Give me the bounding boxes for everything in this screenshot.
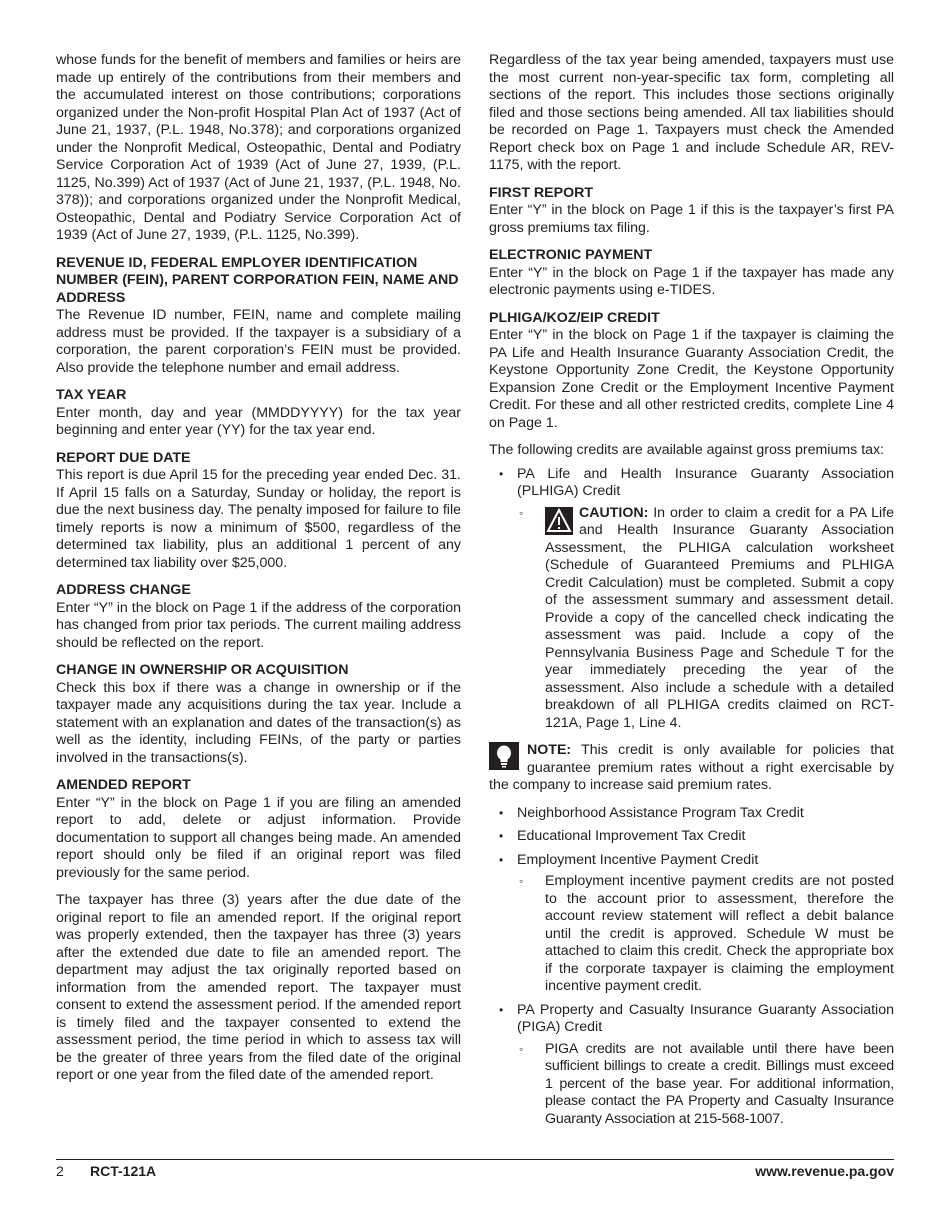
first-report-heading: FIRST REPORT (489, 184, 594, 201)
credit-plhiga: PA Life and Health Insurance Guaranty Association (PLHIGA) Credit (517, 465, 894, 499)
bullet-icon: • (499, 1002, 504, 1017)
footer-divider (56, 1159, 894, 1160)
bullet-icon: • (499, 852, 504, 867)
ownership-text: Check this box if there was a change in ownership or if the taxpayer made any acquisitions during the tax year. Include a statement with an explanation and dates of the transaction(s) as well as the identity, including FEINs, of the party or parties involved in the transactions(s). (56, 679, 461, 766)
revenue-id-heading: REVENUE ID, FEDERAL EMPLOYER IDENTIFICATION NUMBER (FEIN), PARENT CORPORATION FEIN, NAME AND ADDRESS (56, 254, 459, 306)
address-change-heading: ADDRESS CHANGE (56, 582, 191, 598)
left-column (56, 52, 461, 1085)
list-item (517, 505, 894, 733)
credit-piga: PA Property and Casualty Insurance Guaranty Association (PIGA) Credit (517, 1001, 894, 1035)
first-report-text: Enter “Y” in the block on Page 1 if this is the taxpayer’s first PA gross premiums tax filing. (489, 202, 894, 236)
bullet-icon: • (499, 829, 504, 843)
amended-report-heading: AMENDED REPORT (56, 777, 191, 793)
list-item (489, 805, 894, 823)
tax-year-heading: TAX YEAR (56, 387, 127, 403)
sub-bullet-icon: ◦ (519, 874, 524, 888)
list-item (489, 852, 894, 996)
amended-report-text-2: The taxpayer has three (3) years after the due date of the original report to file an amended report. If the original report was properly extended, then the taxpayer has three (3) years after the extended due date to file an amended report. The department may adjust the tax originally reported based on information from the amended report. The taxpayer must consent to extend the assessment period. If the amended report is timely filed and the taxpayer consented to extend the assessment period, the time period in which to assess tax will be the greater of three years from the filed date of the original report or one year from the filed date of the amended report. (56, 892, 461, 1083)
caution-block (545, 505, 894, 733)
list-item (517, 873, 894, 996)
plhiga-heading: PLHIGA/KOZ/EIP CREDIT (489, 309, 660, 326)
caution-label: CAUTION: (579, 504, 649, 521)
credits-list (489, 466, 894, 733)
caution-text: In order to claim a credit for a PA Life and Health Insurance Guaranty Association Assessment, the PLHIGA calculation worksheet (Schedule of Guaranteed Premiums and PLHIGA Credit Calculation) must be completed. Submit a copy of the assessment summary and assessment detail. Provide a copy of the cancelled check indicating the assessment was paid. Include a copy of the Pennsylvania Business Page and Schedule T for the year immediately preceding the year of the assessment. Also include a schedule with a detailed breakdown of all PLHIGA credits claimed on RCT-121A, Page 1, Line 4. (545, 504, 894, 731)
list-item (489, 466, 894, 733)
note-block (489, 742, 894, 795)
amended-report-text-1: Enter “Y” in the block on Page 1 if you are filing an amended report to add, delete or adjust information. Provide documentation to support all changes being made. An amended report should only be filed if an original report was filed previously for the same period. (56, 794, 461, 881)
tax-year-text: Enter month, day and year (MMDDYYYY) for the tax year beginning and enter year (YY) for the tax year end. (56, 404, 461, 438)
credit-employment: Employment Incentive Payment Credit (517, 851, 759, 868)
ownership-heading: CHANGE IN OWNERSHIP OR ACQUISITION (56, 662, 349, 678)
report-due-date-heading: REPORT DUE DATE (56, 449, 191, 466)
credits-list-continued (489, 805, 894, 1129)
sub-bullet-icon: ◦ (519, 505, 524, 520)
electronic-payment-heading: ELECTRONIC PAYMENT (489, 247, 653, 263)
credit-employment-detail: Employment incentive payment credits are not posted to the account prior to assessment, therefore the account review statement will reflect a debit balance until the credit is approved. Schedule W must be attached to claim this credit. Check the appropriate box if the corporate taxpayer is claiming the employment incentive payment credit. (545, 873, 894, 994)
lightbulb-icon (489, 742, 519, 770)
note-text: This credit is only available for policies that guarantee premium rates without a right exercisable by the company to increase said premium rates. (489, 742, 894, 793)
address-change-text: Enter “Y” in the block on Page 1 if the address of the corporation has changed from prior tax periods. The current mailing address should be reflected on the report. (56, 599, 461, 651)
plhiga-text: Enter “Y” in the block on Page 1 if the taxpayer is claiming the PA Life and Health Insurance Guaranty Association Credit, the Keystone Opportunity Zone Credit, the Keystone Opportunity Expansion Zone Credit or the Employment Incentive Payment Credit. For these and all other restricted credits, complete Line 4 on Page 1. (489, 327, 894, 431)
bullet-icon: • (499, 466, 504, 481)
bullet-icon: • (499, 805, 504, 820)
note-label: NOTE: (527, 742, 572, 758)
list-item (517, 1041, 894, 1129)
list-item (489, 828, 894, 846)
credits-intro: The following credits are available against gross premiums tax: (489, 442, 885, 458)
form-number: RCT-121A (90, 1163, 157, 1179)
credit-educational: Educational Improvement Tax Credit (517, 828, 746, 844)
list-item (489, 1002, 894, 1129)
website-link[interactable]: www.revenue.pa.gov (755, 1163, 894, 1179)
intro-paragraph: whose funds for the benefit of members and families or heirs are made up entirely of the contributions from their members and the accumulated interest on those contributions; corporations organized under the Non-profit Hospital Plan Act of 1937 (Act of June 21, 1937, (P.L. 1948, No.378); and corporations organized under the Nonprofit Medical, Osteopathic, Dental and Podiatry Service Corporation Act of 1939 (Act of June 27, 1939, (P.L. 1125, No.399) Act of 1937 (Act of June 21, 1937, (P.L. 1948, No. 378)); and corporations organized under the Nonprofit Medical, Osteopathic, Dental and Podiatry Service Corporation Act of 1939 (Act of June 27, 1939, (P.L. 1125, No.399). (56, 52, 461, 243)
revenue-id-text: The Revenue ID number, FEIN, name and complete mailing address must be provided. If the taxpayer is a subsidiary of a corporation, the parent corporation’s FEIN must be provided. Also provide the telephone number and email address. (56, 307, 461, 376)
right-column (489, 52, 894, 1134)
page-number: 2 (56, 1163, 64, 1179)
electronic-payment-text: Enter “Y” in the block on Page 1 if the taxpayer has made any electronic payments using e-TIDES. (489, 264, 894, 298)
credit-neighborhood: Neighborhood Assistance Program Tax Credit (517, 804, 804, 821)
warning-triangle-icon (545, 507, 573, 535)
credit-piga-detail: PIGA credits are not available until there have been sufficient billings to create a credit. Billings must exceed 1 percent of the base year. For additional information, please contact the PA Property and Casualty Insurance Guaranty Association at 215-568-1007. (545, 1040, 894, 1127)
amended-continued-text: Regardless of the tax year being amended, taxpayers must use the most current non-year-specific tax form, completing all sections of the report. This includes those sections originally filed and those sections being amended. All tax liabilities should be recorded on Page 1. Taxpayers must check the Amended Report check box on Page 1 and include Schedule AR, REV-1175, with the report. (489, 52, 894, 173)
sub-bullet-icon: ◦ (519, 1041, 524, 1056)
report-due-date-text: This report is due April 15 for the preceding year ended Dec. 31. If April 15 falls on a Saturday, Sunday or holiday, the report is due the next business day. The penalty imposed for failure to file timely reports is now a minimum of $500, regardless of the determined tax liability, plus an additional 1 percent of any determined tax liability over $25,000. (56, 467, 461, 571)
